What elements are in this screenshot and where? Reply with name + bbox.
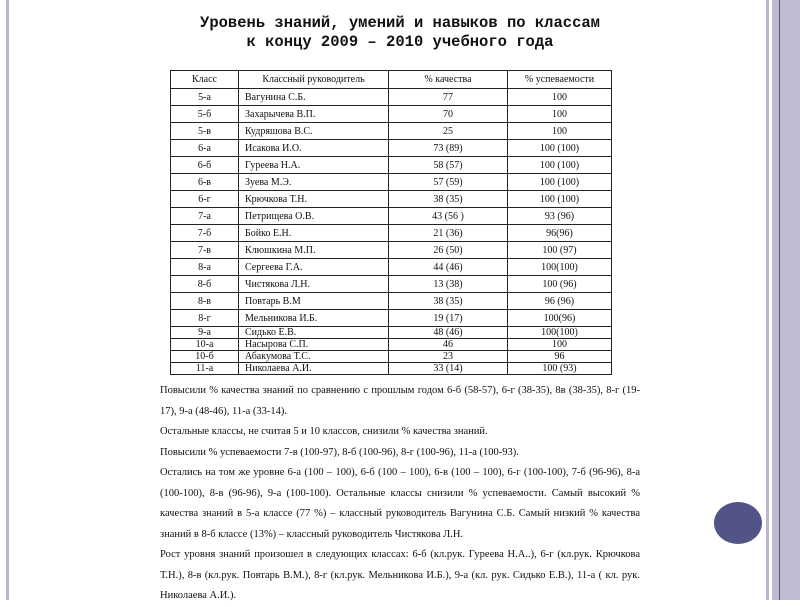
cell-quality: 25 — [389, 123, 508, 140]
title-line-2: к концу 2009 – 2010 учебного года — [246, 33, 554, 51]
cell-quality: 43 (56 ) — [389, 208, 508, 225]
paragraph: Повысили % качества знаний по сравнению с прошлым годом 6-б (58-57), 6-г (38-35), 8в (38-35), 8-г (19-17), 9-а (48-46), 11-а (33-14). — [160, 385, 640, 417]
cell-class: 9-а — [171, 327, 239, 339]
right-frame-line — [766, 0, 769, 600]
header-class: Класс — [171, 71, 239, 89]
cell-progress: 100 (100) — [508, 174, 612, 191]
cell-teacher: Захарычева В.П. — [239, 106, 389, 123]
cell-teacher: Сидько Е.В. — [239, 327, 389, 339]
table-row — [171, 89, 612, 106]
page-title — [140, 14, 660, 52]
cell-teacher: Насырова С.П. — [239, 339, 389, 351]
cell-progress: 100 — [508, 123, 612, 140]
header-progress: % успеваемости — [508, 71, 612, 89]
cell-progress: 100(96) — [508, 310, 612, 327]
cell-quality: 58 (57) — [389, 157, 508, 174]
cell-class: 7-б — [171, 225, 239, 242]
cell-class: 10-а — [171, 339, 239, 351]
cell-progress: 100 (100) — [508, 191, 612, 208]
table-row — [171, 293, 612, 310]
table-row — [171, 140, 612, 157]
cell-teacher: Крючкова Т.Н. — [239, 191, 389, 208]
cell-progress: 96 (96) — [508, 293, 612, 310]
cell-class: 8-в — [171, 293, 239, 310]
cell-class: 8-г — [171, 310, 239, 327]
cell-class: 8-б — [171, 276, 239, 293]
table-row — [171, 259, 612, 276]
table-header-row — [171, 71, 612, 89]
cell-progress: 100 — [508, 106, 612, 123]
cell-progress: 100(100) — [508, 259, 612, 276]
header-teacher: Классный руководитель — [239, 71, 389, 89]
cell-teacher: Гуреева Н.А. — [239, 157, 389, 174]
cell-progress: 96(96) — [508, 225, 612, 242]
cell-progress: 100 — [508, 339, 612, 351]
table-row — [171, 351, 612, 363]
cell-class: 10-б — [171, 351, 239, 363]
cell-teacher: Чистякова Л.Н. — [239, 276, 389, 293]
cell-quality: 19 (17) — [389, 310, 508, 327]
cell-quality: 48 (46) — [389, 327, 508, 339]
cell-quality: 77 — [389, 89, 508, 106]
cell-teacher: Кудряшова В.С. — [239, 123, 389, 140]
cell-progress: 93 (96) — [508, 208, 612, 225]
cell-teacher: Николаева А.И. — [239, 363, 389, 375]
cell-teacher: Исакова И.О. — [239, 140, 389, 157]
cell-class: 5-а — [171, 89, 239, 106]
cell-class: 5-б — [171, 106, 239, 123]
cell-teacher: Вагунина С.Б. — [239, 89, 389, 106]
table-row — [171, 242, 612, 259]
summary-text — [160, 381, 640, 607]
cell-class: 6-б — [171, 157, 239, 174]
table-row — [171, 276, 612, 293]
cell-teacher: Бойко Е.Н. — [239, 225, 389, 242]
cell-teacher: Петрищева О.В. — [239, 208, 389, 225]
table-row — [171, 123, 612, 140]
cell-quality: 46 — [389, 339, 508, 351]
cell-class: 7-в — [171, 242, 239, 259]
cell-teacher: Клюшкина М.П. — [239, 242, 389, 259]
table-row — [171, 106, 612, 123]
cell-class: 6-в — [171, 174, 239, 191]
table-row — [171, 208, 612, 225]
header-quality: % качества — [389, 71, 508, 89]
cell-class: 7-а — [171, 208, 239, 225]
table-row — [171, 363, 612, 375]
cell-quality: 38 (35) — [389, 293, 508, 310]
title-line-1: Уровень знаний, умений и навыков по классам — [200, 14, 600, 32]
cell-progress: 100(100) — [508, 327, 612, 339]
cell-progress: 100 — [508, 89, 612, 106]
paragraph: Повысили % успеваемости 7-в (100-97), 8-б (100-96), 8-г (100-96), 11-а (100-93). — [160, 446, 519, 458]
cell-quality: 73 (89) — [389, 140, 508, 157]
table-row — [171, 174, 612, 191]
cell-quality: 21 (36) — [389, 225, 508, 242]
cell-quality: 44 (46) — [389, 259, 508, 276]
table-row — [171, 327, 612, 339]
cell-quality: 33 (14) — [389, 363, 508, 375]
cell-progress: 100 (100) — [508, 140, 612, 157]
cell-teacher: Абакумова Т.С. — [239, 351, 389, 363]
paragraph: Остальные классы, не считая 5 и 10 классов, снизили % качества знаний. — [160, 426, 488, 437]
cell-class: 6-г — [171, 191, 239, 208]
cell-teacher: Повтарь В.М — [239, 293, 389, 310]
paragraph: Рост уровня знаний произошел в следующих классах: 6-б (кл.рук. Гуреева Н.А..), 6-г (кл.рук. Крючкова Т.Н.), 8-в (кл.рук. Повтарь В.М.), 8-г (кл.рук. Мельникова И.Б.), 9-а (кл. рук. Сидько Е.В.), 11-а ( кл. рук. Николаева А.И.). — [160, 549, 640, 601]
table-row — [171, 191, 612, 208]
table-row — [171, 310, 612, 327]
cell-progress: 100 (93) — [508, 363, 612, 375]
paragraph: Остались на том же уровне 6-а (100 – 100), 6-б (100 – 100), 6-в (100 – 100), 6-г (100-100), 7-б (96-96), 8-а (100-100), 8-в (96-96), 9-а (100-100). Остальные классы снизили % успеваемости. Самый высокий % качества знаний в 5-а классе (77 %) – классный руководитель Вагунина С.Б. Самый низкий % качества знаний в 8-б классе (13%) – классный руководитель Чистякова Л.Н. — [160, 467, 640, 540]
cell-quality: 38 (35) — [389, 191, 508, 208]
cell-quality: 70 — [389, 106, 508, 123]
cell-quality: 57 (59) — [389, 174, 508, 191]
cell-teacher: Зуева М.Э. — [239, 174, 389, 191]
cell-class: 5-в — [171, 123, 239, 140]
cell-quality: 23 — [389, 351, 508, 363]
cell-teacher: Сергеева Г.А. — [239, 259, 389, 276]
cell-class: 8-а — [171, 259, 239, 276]
cell-teacher: Мельникова И.Б. — [239, 310, 389, 327]
cell-quality: 26 (50) — [389, 242, 508, 259]
cell-progress: 96 — [508, 351, 612, 363]
cell-progress: 100 (96) — [508, 276, 612, 293]
cell-progress: 100 (97) — [508, 242, 612, 259]
results-table — [170, 70, 612, 375]
table-row — [171, 339, 612, 351]
decorative-circle — [714, 502, 762, 544]
cell-progress: 100 (100) — [508, 157, 612, 174]
cell-class: 11-а — [171, 363, 239, 375]
right-frame-accent-line — [779, 0, 780, 600]
table-row — [171, 157, 612, 174]
right-frame-band — [772, 0, 800, 600]
table-row — [171, 225, 612, 242]
cell-class: 6-а — [171, 140, 239, 157]
cell-quality: 13 (38) — [389, 276, 508, 293]
left-frame-line — [6, 0, 9, 600]
